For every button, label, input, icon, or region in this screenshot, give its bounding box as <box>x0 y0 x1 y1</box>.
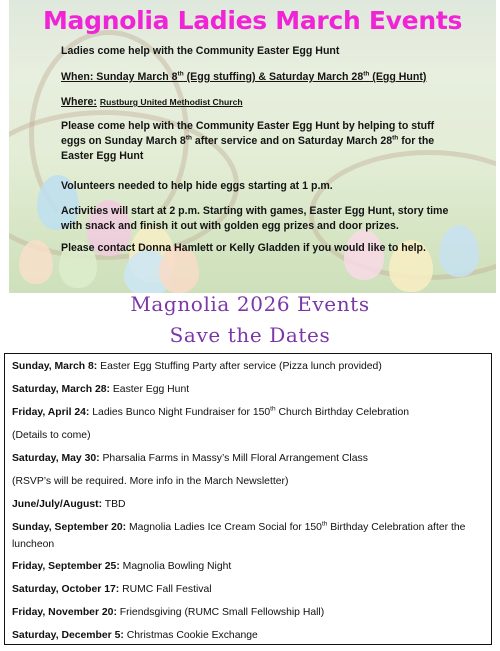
banner-paragraph-3: Activities will start at 2 p.m. Starting with games, Easter Egg Hunt, story time with snack and finish it out with golden egg prizes and door prizes. <box>61 205 449 232</box>
event-item: Saturday, March 28: Easter Egg Hunt <box>12 384 190 395</box>
when-line: When: Sunday March 8th (Egg stuffing) & Saturday March 28th (Egg Hunt) <box>61 70 427 83</box>
event-item: Sunday, March 8: Easter Egg Stuffing Party after service (Pizza lunch provided) <box>12 361 382 372</box>
easter-banner <box>9 0 496 293</box>
save-the-dates-heading: Save the Dates <box>169 323 331 347</box>
event-item: Friday, September 25: Magnolia Bowling Night <box>12 561 232 572</box>
event-item: Friday, November 20: Friendsgiving (RUMC Small Fellowship Hall) <box>12 607 325 618</box>
banner-subtitle: Ladies come help with the Community Easter Egg Hunt <box>61 45 340 57</box>
event-item: Saturday, May 30: Pharsalia Farms in Massy’s Mill Floral Arrangement Class <box>12 453 368 464</box>
event-item: Saturday, December 5: Christmas Cookie Exchange <box>12 630 258 641</box>
banner-paragraph-1: Please come help with the Community Easter Egg Hunt by helping to stuff eggs on Sunday March 8th after service and on Saturday March 28th for the Easter Egg Hunt <box>61 120 435 162</box>
event-item: Sunday, September 20: Magnolia Ladies Ice Cream Social for 150th Birthday Celebration after the luncheon <box>12 520 466 550</box>
events-list-box <box>4 353 492 645</box>
banner-paragraph-4: Please contact Donna Hamlett or Kelly Gladden if you would like to help. <box>61 242 426 254</box>
event-note: (RSVP’s will be required. More info in the March Newsletter) <box>12 476 289 487</box>
banner-paragraph-2: Volunteers needed to help hide eggs starting at 1 p.m. <box>61 180 333 192</box>
events-title: Magnolia 2026 Events <box>130 292 370 316</box>
event-item: June/July/August: TBD <box>12 499 126 510</box>
event-item: Friday, April 24: Ladies Bunco Night Fundraiser for 150th Church Birthday Celebration <box>12 405 410 418</box>
banner-title: Magnolia Ladies March Events <box>42 6 463 35</box>
where-line: Where: Rustburg United Methodist Church <box>61 96 243 108</box>
event-item: Saturday, October 17: RUMC Fall Festival <box>12 584 212 595</box>
event-note: (Details to come) <box>12 430 91 441</box>
